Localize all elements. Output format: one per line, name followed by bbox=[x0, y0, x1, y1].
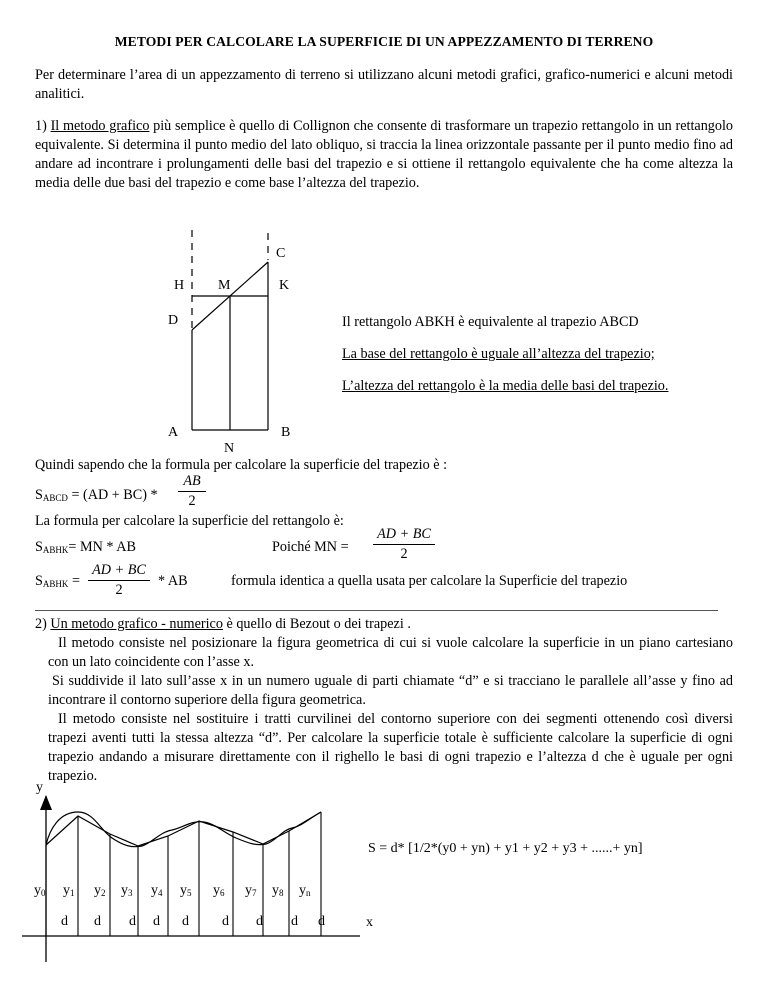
f1-sub: ABCD bbox=[42, 493, 68, 503]
note-base: La base del rettangolo è uguale all’altezza del trapezio; bbox=[342, 346, 655, 362]
f3-den: 2 bbox=[115, 582, 123, 598]
section2-p1: Il metodo consiste nel posizionare la figura geometrica di cui si vuole calcolare la superficie in un piano cartesiano con un lato coincidente con l’asse x. bbox=[48, 635, 733, 670]
f3-sub: ABHK bbox=[42, 579, 69, 589]
intro-paragraph: Per determinare l’area di un appezzamento di terreno si utilizzano alcuni metodi grafici, grafico-numerici e alcuni metodi analitici. bbox=[35, 67, 733, 102]
ordinate-label-yn: $y_n$ bbox=[299, 883, 311, 898]
label-B: B bbox=[281, 425, 291, 440]
f1-num: AB bbox=[183, 473, 201, 489]
bezout-formula bbox=[368, 841, 643, 857]
section2-head-rest: è quello di Bezout o dei trapezi . bbox=[222, 616, 411, 632]
ordinate-label-y2: $y_2$ bbox=[94, 883, 106, 898]
f2-S: S bbox=[35, 539, 43, 555]
f2-num: AD + BC bbox=[377, 526, 431, 542]
section2-number: 2) bbox=[35, 616, 47, 632]
note-height: L’altezza del rettangolo è la media delle basi del trapezio. bbox=[342, 378, 669, 394]
f2-sub: ABHK bbox=[42, 545, 69, 555]
d-label-9: d bbox=[318, 914, 325, 929]
section1-text: più semplice è quello di Collignon che consente di trasformare un trapezio rettangolo in un rettangolo equivalente. Si determina il punto medio del lato obliquo, si traccia la linea orizzontale passante per il punto medio fino ad andare ad incontrare i prolungamenti delle basi del trapezio e si ottiene il rettangolo equivalente che ha come altezza la media delle due basi del trapezio e come base l’altezza del trapezio. bbox=[35, 118, 734, 191]
label-C: C bbox=[276, 246, 286, 261]
label-A: A bbox=[168, 425, 179, 440]
label-M: M bbox=[218, 278, 231, 293]
d-label-6: d bbox=[222, 914, 229, 929]
ordinate-label-y1: $y_1$ bbox=[63, 883, 75, 898]
d-label-3: d bbox=[129, 914, 136, 929]
note-equivalent: Il rettangolo ABKH è equivalente al trapezio ABCD bbox=[342, 314, 639, 330]
f1-den: 2 bbox=[188, 493, 196, 509]
f3-num: AD + BC bbox=[92, 562, 146, 578]
label-K: K bbox=[279, 278, 290, 293]
f3-mul: * AB bbox=[158, 573, 188, 589]
ordinate-label-y7: $y_7$ bbox=[245, 883, 257, 898]
f2-rhs: = MN * AB bbox=[68, 539, 136, 555]
ordinate-label-y0: $y_0$ bbox=[34, 883, 46, 898]
d-label-1: d bbox=[61, 914, 68, 929]
f2-den: 2 bbox=[400, 546, 408, 562]
axis-y-label: y bbox=[36, 780, 43, 795]
section1-number: 1) bbox=[35, 118, 47, 134]
d-label-7: d bbox=[256, 914, 263, 929]
axis-x-label: x bbox=[366, 915, 373, 930]
d-label-8: d bbox=[291, 914, 298, 929]
trapezoid-chords bbox=[46, 812, 321, 846]
poiche-label: Poiché MN = bbox=[272, 539, 349, 555]
f1-S: S bbox=[35, 487, 43, 503]
label-D: D bbox=[168, 313, 179, 328]
upper-contour-curve bbox=[46, 812, 321, 847]
ordinate-label-y8: $y_8$ bbox=[272, 883, 284, 898]
f3-eq: = bbox=[68, 573, 80, 589]
label-N: N bbox=[224, 441, 235, 456]
label-H: H bbox=[174, 278, 185, 293]
bezout-formula-text: S = d* [1/2*(y0 + yn) + y1 + y2 + y3 + ......+ yn] bbox=[368, 841, 643, 856]
page-title: METODI PER CALCOLARE LA SUPERFICIE DI UN APPEZZAMENTO DI TERRENO bbox=[114, 34, 654, 49]
section2-p3: Il metodo consiste nel sostituire i tratti curvilinei del contorno superiore con dei segmenti ottenendo così diversi trapezi aventi tutti la stessa altezza “d”. Per calcolare la superficie totale è sufficiente calcolare la superficie di ogni trapezio andando a misurare direttamente con il righello le basi di ogni trapezio e l’altezza d che è uguale per ogni trapezio. bbox=[48, 711, 733, 784]
section1-method-name: Il metodo grafico bbox=[50, 118, 150, 134]
section2-p2: Si suddivide il lato sull’asse x in un numero uguale di parti chiamate “d” e si tracciano le parallele all’asse y fino ad incontrare il contorno superiore della figura geometrica. bbox=[48, 673, 733, 708]
section2-method-name: Un metodo grafico - numerico bbox=[50, 616, 223, 632]
f3-S: S bbox=[35, 573, 43, 589]
ordinate-label-y6: $y_6$ bbox=[213, 883, 225, 898]
d-label-4: d bbox=[153, 914, 160, 929]
ordinate-label-y4: $y_4$ bbox=[151, 883, 163, 898]
f3-note: formula identica a quella usata per calcolare la Superficie del trapezio bbox=[231, 573, 628, 589]
f1-rhs: = (AD + BC) * bbox=[67, 487, 158, 503]
y-axis-arrow bbox=[40, 795, 52, 810]
d-label-5: d bbox=[182, 914, 189, 929]
quindi-line: Quindi sapendo che la formula per calcolare la superficie del trapezio è : bbox=[35, 457, 448, 473]
rect-formula-line: La formula per calcolare la superficie del rettangolo è: bbox=[35, 513, 344, 529]
d-label-2: d bbox=[94, 914, 101, 929]
ordinate-label-y5: $y_5$ bbox=[180, 883, 192, 898]
ordinate-label-y3: $y_3$ bbox=[121, 883, 133, 898]
